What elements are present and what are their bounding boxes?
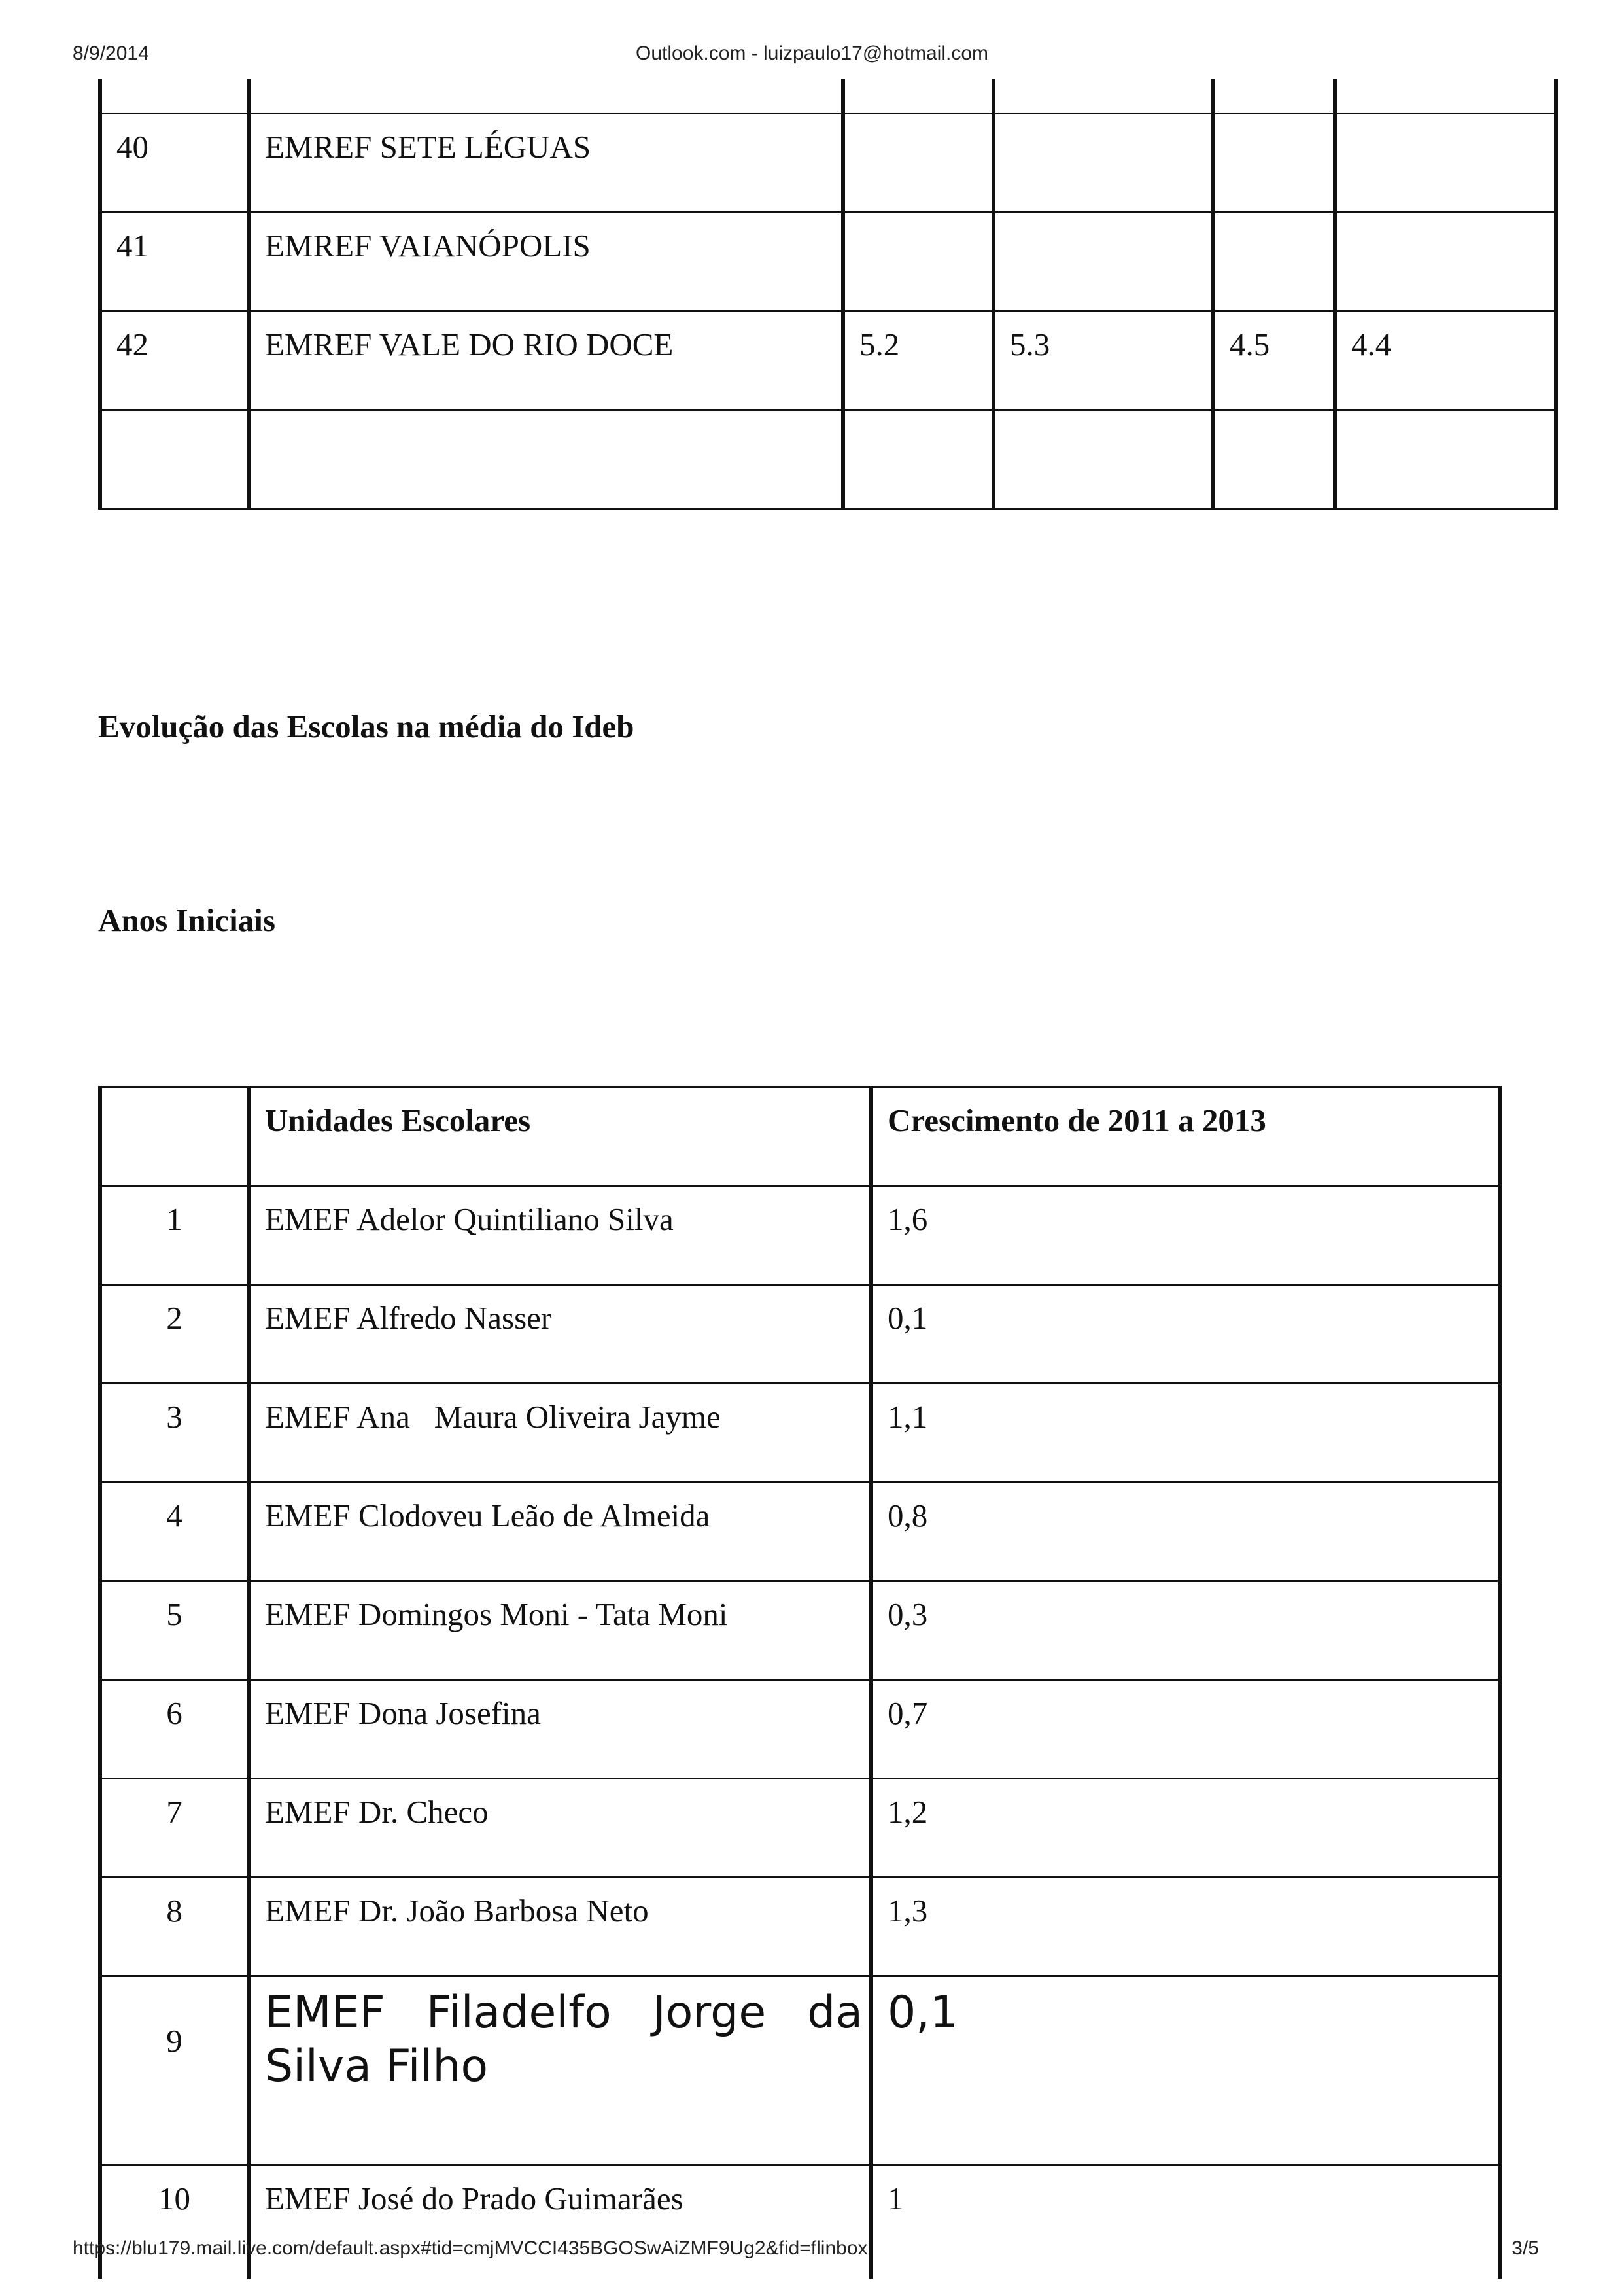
school-name: EMEF Dr. Checo (249, 1779, 871, 1878)
score-cell (1213, 114, 1335, 213)
growth-value: 1,1 (871, 1384, 1500, 1482)
table-row (100, 1779, 1500, 1878)
school-name: EMREF SETE LÉGUAS (249, 114, 843, 213)
header-date: 8/9/2014 (73, 43, 149, 64)
score-cell: 5.3 (993, 311, 1213, 410)
school-name: EMEF Ana Maura Oliveira Jayme (249, 1384, 871, 1482)
row-number: 6 (100, 1680, 249, 1779)
growth-value: 0,8 (871, 1482, 1500, 1581)
table-row (100, 1878, 1500, 1976)
school-name: EMREF VAIANÓPOLIS (249, 213, 843, 311)
row-number: 40 (100, 114, 249, 213)
score-cell (843, 213, 993, 311)
table-row (100, 1976, 1500, 2165)
header-number (100, 1087, 249, 1186)
school-name: EMEF Filadelfo Jorge da Silva Filho (249, 1976, 871, 2165)
score-cell (1213, 410, 1335, 509)
table-header-row (100, 1087, 1500, 1186)
header-title: Outlook.com - luizpaulo17@hotmail.com (635, 43, 989, 64)
score-cell: 5.2 (843, 311, 993, 410)
growth-value: 0,3 (871, 1581, 1500, 1680)
school-name: EMEF José do Prado Guimarães (249, 2165, 871, 2279)
row-number: 42 (100, 311, 249, 410)
row-number: 2 (100, 1285, 249, 1384)
table-row (100, 1384, 1500, 1482)
table-row (100, 1482, 1500, 1581)
school-name: EMEF Dr. João Barbosa Neto (249, 1878, 871, 1976)
table-row (100, 2165, 1500, 2279)
row-number: 4 (100, 1482, 249, 1581)
growth-value: 1,3 (871, 1878, 1500, 1976)
school-name: EMEF Clodoveu Leão de Almeida (249, 1482, 871, 1581)
score-cell (843, 410, 993, 509)
school-name (249, 410, 843, 509)
growth-value: 0,7 (871, 1680, 1500, 1779)
table-row (100, 1186, 1500, 1285)
table-row (100, 311, 1556, 410)
school-name: EMEF Dona Josefina (249, 1680, 871, 1779)
score-cell (1335, 213, 1556, 311)
score-cell (993, 213, 1213, 311)
table-row (100, 114, 1556, 213)
school-name: EMEF Domingos Moni - Tata Moni (249, 1581, 871, 1680)
school-name: EMEF Alfredo Nasser (249, 1285, 871, 1384)
row-number: 5 (100, 1581, 249, 1680)
row-number: 9 (100, 1976, 249, 2165)
table-row (100, 1285, 1500, 1384)
footer-url: https://blu179.mail.live.com/default.aspx#tid=cmjMVCCI435BGOSwAiZMF9Ug2&fid=flinbox (73, 2237, 868, 2259)
table-row (100, 1581, 1500, 1680)
row-number: 10 (100, 2165, 249, 2279)
score-cell: 4.4 (1335, 311, 1556, 410)
growth-value: 1,2 (871, 1779, 1500, 1878)
score-cell: 4.5 (1213, 311, 1335, 410)
growth-table (98, 1086, 1502, 2279)
growth-value: 0,1 (871, 1976, 1500, 2165)
growth-value: 1 (871, 2165, 1500, 2279)
table-row (100, 1680, 1500, 1779)
row-number: 8 (100, 1878, 249, 1976)
section-subtitle: Anos Iniciais (98, 902, 275, 938)
row-number (100, 410, 249, 509)
schools-ideb-table-continued (98, 79, 1558, 510)
school-name: EMEF Adelor Quintiliano Silva (249, 1186, 871, 1285)
section-title: Evolução das Escolas na média do Ideb (98, 709, 634, 745)
score-cell (993, 114, 1213, 213)
table-row (100, 410, 1556, 509)
header-school: Unidades Escolares (249, 1087, 871, 1186)
growth-value: 1,6 (871, 1186, 1500, 1285)
row-number: 41 (100, 213, 249, 311)
growth-value: 0,1 (871, 1285, 1500, 1384)
score-cell (1335, 114, 1556, 213)
row-number: 7 (100, 1779, 249, 1878)
row-number: 3 (100, 1384, 249, 1482)
score-cell (843, 114, 993, 213)
score-cell (993, 410, 1213, 509)
school-name: EMREF VALE DO RIO DOCE (249, 311, 843, 410)
header-growth: Crescimento de 2011 a 2013 (871, 1087, 1500, 1186)
table-spacer-row (100, 79, 1556, 114)
score-cell (1213, 213, 1335, 311)
row-number: 1 (100, 1186, 249, 1285)
table-row (100, 213, 1556, 311)
score-cell (1335, 410, 1556, 509)
footer-page-number: 3/5 (1512, 2237, 1539, 2259)
